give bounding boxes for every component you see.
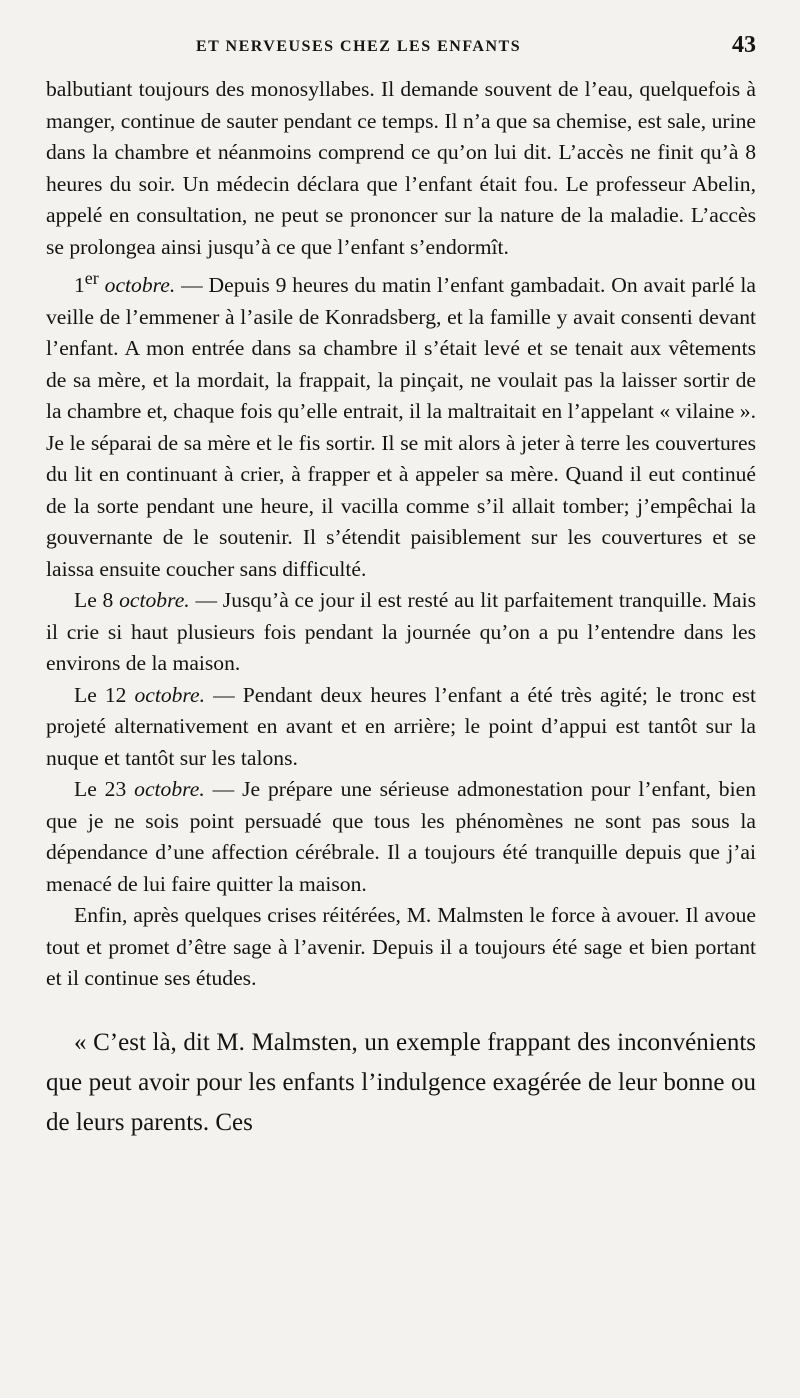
paragraph-conclusion: Enfin, après quelques crises réitérées, M. Malmsten le force à avouer. Il avoue tout et promet d’être sage à l’avenir. Depuis il a toujours été sage et bien portant et il continue ses études. [46, 903, 756, 991]
quote-paragraph: « C’est là, dit M. Malmsten, un exemple frappant des inconvénients que peut avoir pour les enfants l’indulgence exagérée de leur bonne ou de leurs parents. Ces [46, 1028, 756, 1136]
paragraph-october-12: Le 12 octobre. — Pendant deux heures l’enfant a été très agité; le tronc est projeté alternativement en avant et en arrière; le point d’appui est tantôt sur la nuque et tantôt sur les talons. [46, 682, 756, 770]
page-number: 43 [732, 32, 756, 58]
quote-block [46, 1023, 756, 1143]
paragraph-october-23: Le 23 octobre. — Je prépare une sérieuse admonestation pour l’enfant, bien que je ne sois point persuadé que tous les phénomènes ne sont pas sous la dépendance d’une affection cérébrale. Il a toujours été tranquille depuis que j’ai menacé de lui faire quitter la maison. [46, 777, 756, 896]
date-italic: octobre. [126, 682, 206, 707]
date-italic: octobre. [98, 273, 176, 298]
body-text [46, 74, 756, 995]
running-head [46, 32, 756, 72]
paragraph-october-8: Le 8 octobre. — Jusqu’à ce jour il est resté au lit parfaitement tranquille. Mais il crie si haut plusieurs fois pendant la journée qu’on a pu l’entendre dans les environs de la maison. [46, 588, 756, 676]
ordinal-superscript: er [84, 268, 99, 288]
paragraph-continuation: balbutiant toujours des monosyllabes. Il demande souvent de l’eau, quelquefois à manger, continue de sauter pendant ce temps. Il n’a que sa chemise, est sale, urine dans la chambre et néanmoins comprend ce qu’on lui dit. L’accès ne finit qu’à 8 heures du soir. Un médecin déclara que l’enfant était fou. Le professeur Abelin, appelé en consultation, ne peut se prononcer sur la nature de la maladie. L’accès se prolongea ainsi jusqu’à ce que l’enfant s’endormît. [46, 77, 756, 259]
paragraph-october-1: 1er octobre. — Depuis 9 heures du matin l’enfant gambadait. On avait parlé la veille de l’emmener à l’asile de Konradsberg, et la famille y avait consenti devant l’enfant. A mon entrée dans sa chambre il s’était levé et se tenait aux vêtements de sa mère, et la mordait, la frappait, la pinçait, ne voulait pas la laisser sortir de la chambre et, chaque fois qu’elle entrait, il la maltraitait en l’appelant « vilaine ». Je le séparai de sa mère et le fis sortir. Il se mit alors à jeter à terre les couvertures du lit en continuant à crier, à frapper et à appeler sa mère. Quand il eut continué de la sorte pendant une heure, il vacilla comme s’il allait tomber; j’empêchai la gouvernante de le soutenir. Il s’étendit paisiblement sur les couvertures et se laissa ensuite coucher sans difficulté. [46, 268, 756, 581]
date-italic: octobre. [113, 588, 190, 613]
date-italic: octobre. [126, 777, 205, 802]
running-title: ET NERVEUSES CHEZ LES ENFANTS [196, 38, 522, 55]
